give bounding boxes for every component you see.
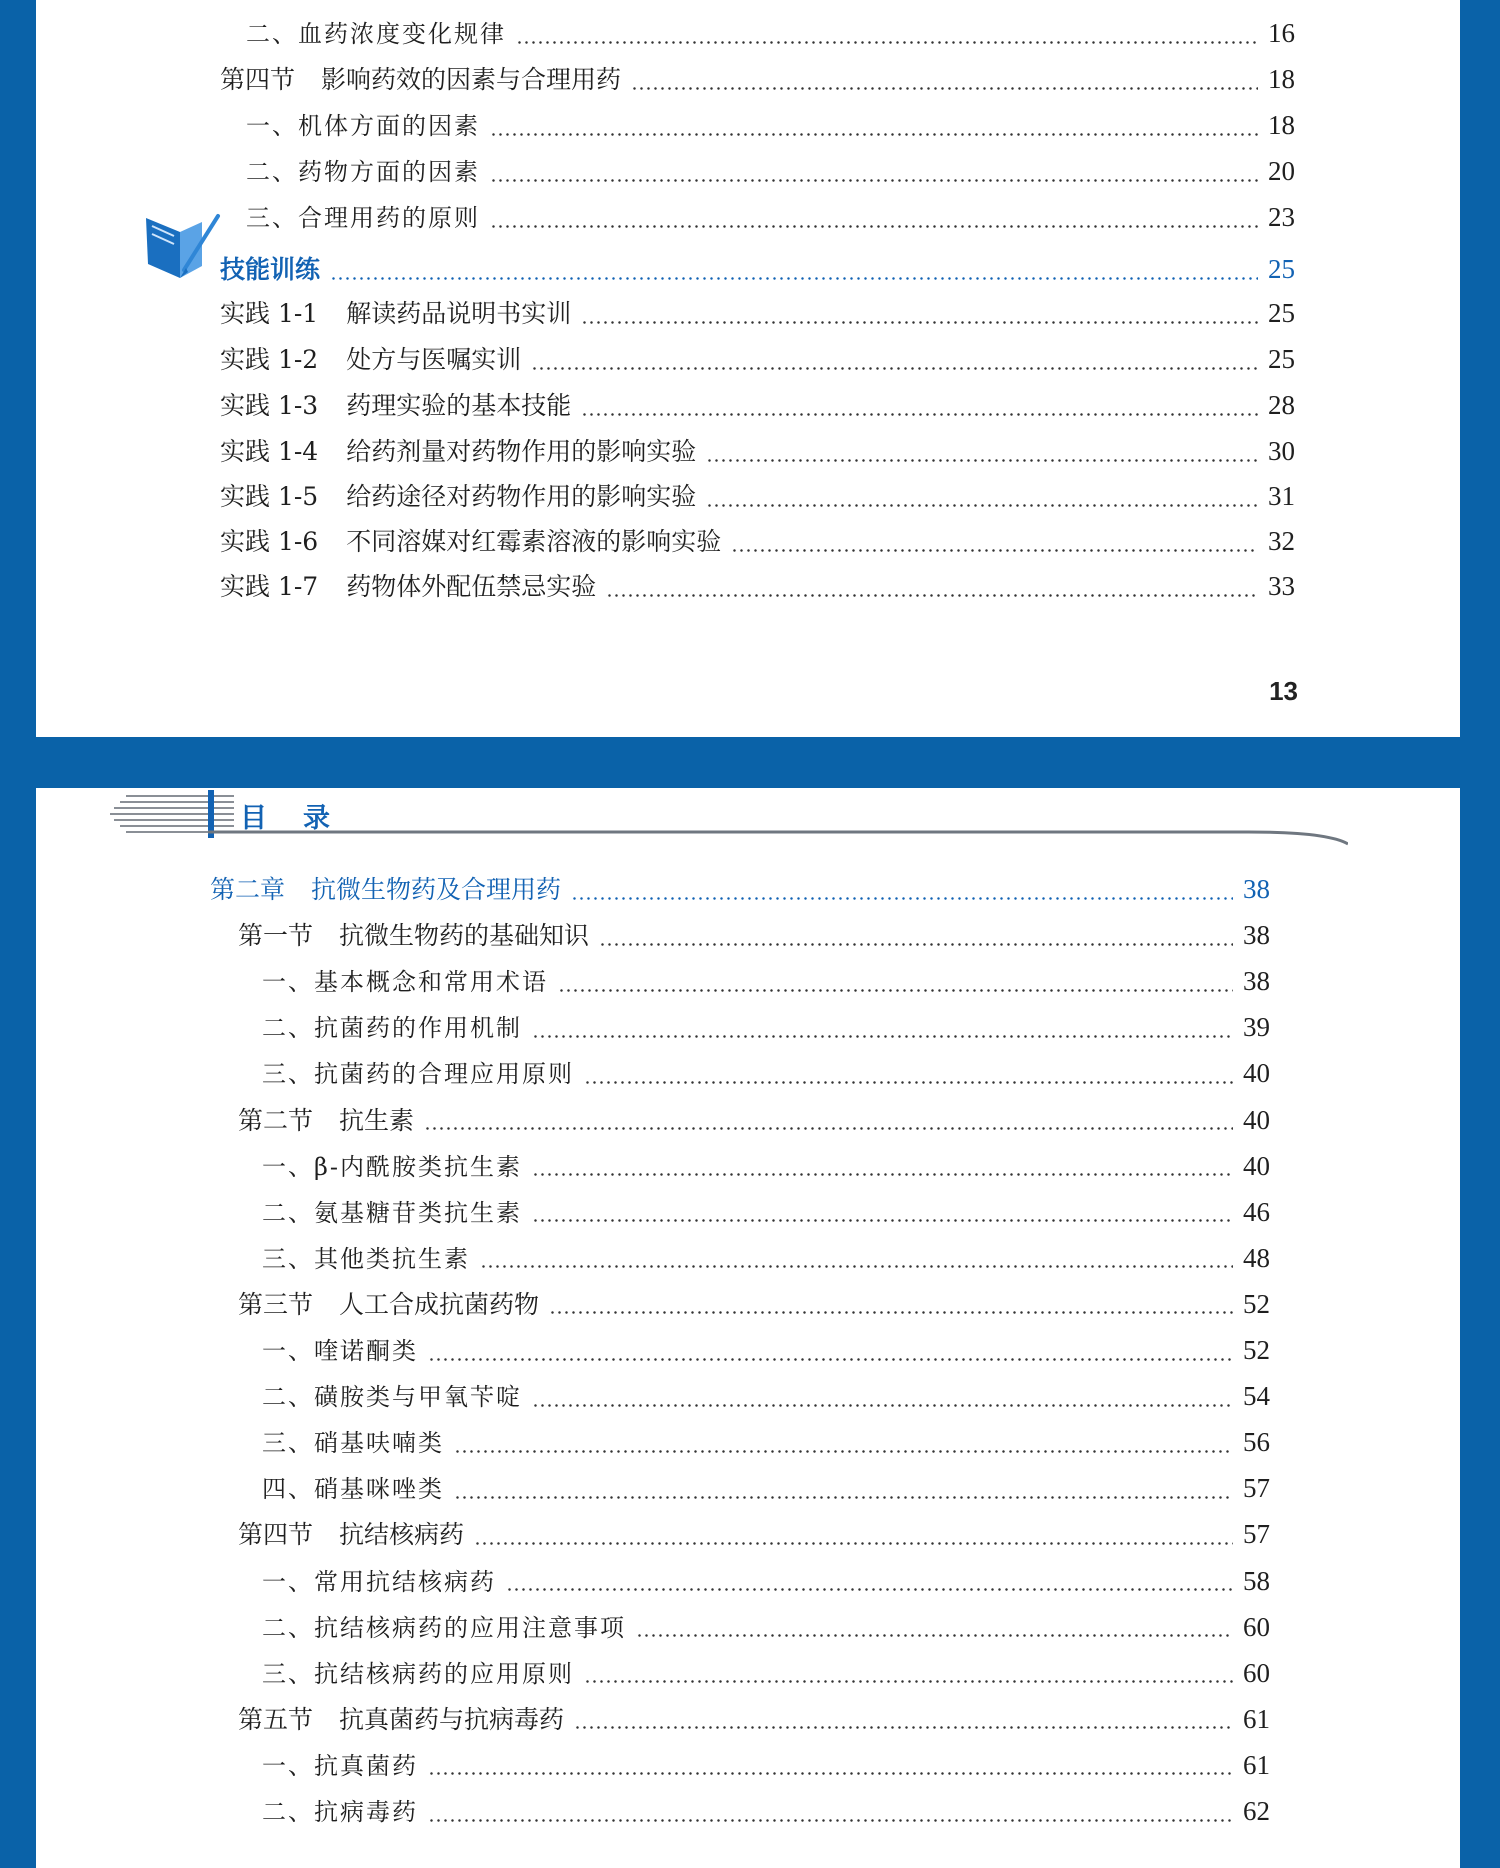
toc-entry-item: [210, 1239, 1270, 1285]
toc-entry-item: [210, 1147, 1270, 1193]
toc-entry-page: 48: [1243, 1242, 1270, 1273]
toc-entry-title: 第一节: [238, 921, 314, 951]
toc-entry-title: 二、药物方面的因素: [246, 158, 480, 186]
toc-entry-title: 第五节: [238, 1704, 314, 1734]
toc-entry-title: 实践 1-6: [220, 527, 319, 556]
toc-entry-subtitle: 不同溶媒对红霉素溶液的影响实验: [346, 527, 722, 556]
toc-entry-item: [210, 1054, 1270, 1100]
toc-entry-subtitle: 给药途径对药物作用的影响实验: [346, 482, 697, 511]
toc-entry-subtitle: 抗微生物药及合理用药: [311, 875, 562, 904]
toc-entry-page: 25: [1268, 298, 1295, 328]
dot-leader: [581, 413, 1258, 416]
toc-entry-page: 32: [1268, 526, 1295, 556]
toc-entry-page: 61: [1243, 1749, 1270, 1780]
toc-entry-title: 三、硝基呋喃类: [262, 1429, 444, 1458]
toc-entry-practice: [220, 432, 1295, 478]
toc-entry-title: 技能训练: [220, 255, 321, 284]
toc-entry-page: 57: [1243, 1519, 1270, 1550]
toc-entry-title: 三、抗结核病药的应用原则: [262, 1659, 574, 1688]
toc-entry-title: 一、常用抗结核病药: [262, 1567, 496, 1596]
dot-leader: [428, 1772, 1233, 1775]
toc-entry-title: 实践 1-2: [220, 345, 319, 374]
toc-entry-page: 61: [1243, 1703, 1270, 1734]
dot-leader: [428, 1358, 1233, 1361]
dot-leader: [532, 1404, 1233, 1407]
toc-entry-skill: [220, 250, 1295, 296]
toc-entry-page: 52: [1243, 1288, 1270, 1319]
toc-entry-title: 实践 1-5: [220, 482, 319, 511]
dot-leader: [532, 1173, 1233, 1176]
toc-heading: 目录: [240, 803, 366, 834]
dot-leader: [531, 367, 1258, 370]
toc-entry-title: 三、抗菌药的合理应用原则: [262, 1060, 574, 1089]
toc-entry-subtitle: 药物体外配伍禁忌实验: [346, 572, 597, 601]
toc-entry-practice: [220, 294, 1295, 340]
toc-entry-title: 实践 1-3: [220, 391, 319, 420]
dot-leader: [474, 1542, 1233, 1545]
toc-entry-item: [210, 1654, 1270, 1700]
dot-leader: [480, 1265, 1233, 1268]
dot-leader: [631, 87, 1258, 90]
toc-entry-page: 30: [1268, 436, 1295, 466]
toc-entry-page: 38: [1243, 920, 1270, 951]
toc-entry-subtitle: 处方与医嘱实训: [346, 345, 522, 374]
toc-entry-section: [210, 1101, 1270, 1147]
toc-entry-subtitle: 抗微生物药的基础知识: [339, 921, 590, 951]
dot-leader: [574, 1726, 1233, 1729]
toc-entry-page: 60: [1243, 1611, 1270, 1642]
toc-entry-page: 28: [1268, 390, 1295, 420]
dot-leader: [706, 504, 1258, 507]
toc-entry-subtitle: 药理实验的基本技能: [346, 391, 572, 420]
toc-page-2: [36, 788, 1460, 1868]
dot-leader: [330, 277, 1258, 280]
toc-entry-page: 20: [1268, 156, 1295, 186]
toc-entry-page: 60: [1243, 1657, 1270, 1688]
toc-entry-practice: [220, 477, 1295, 523]
toc-entry-title: 一、抗真菌药: [262, 1751, 418, 1780]
book-pen-icon: [140, 208, 222, 286]
toc-entry-title: 二、氨基糖苷类抗生素: [262, 1198, 522, 1227]
toc-entry-item: [210, 1562, 1270, 1608]
toc-entry-page: 39: [1243, 1012, 1270, 1043]
toc-entry-page: 18: [1268, 64, 1295, 94]
toc-entry-title: 实践 1-1: [220, 299, 319, 328]
toc-entry-practice: [220, 386, 1295, 432]
toc-entry-page: 25: [1268, 344, 1295, 374]
toc-entry-item: [210, 1792, 1270, 1838]
toc-entry-title: 二、抗结核病药的应用注意事项: [262, 1613, 626, 1642]
dot-leader: [706, 459, 1258, 462]
toc-entry-section: [210, 1515, 1270, 1561]
toc-entry-title: 二、抗病毒药: [262, 1798, 418, 1826]
toc-entry-section: [210, 916, 1270, 962]
dot-leader: [490, 133, 1258, 136]
toc-entry-practice: [220, 522, 1295, 568]
toc-entry-title: 二、抗菌药的作用机制: [262, 1014, 522, 1043]
toc-entry-subtitle: 影响药效的因素与合理用药: [321, 65, 622, 94]
dot-leader: [558, 989, 1233, 992]
toc-entry-item: [210, 1608, 1270, 1654]
toc-entry-subtitle: 给药剂量对药物作用的影响实验: [346, 437, 697, 466]
dot-leader: [532, 1035, 1233, 1038]
toc-entry-title: 实践 1-7: [220, 572, 319, 601]
toc-entry-practice: [220, 340, 1295, 386]
toc-entry-page: 40: [1243, 1150, 1270, 1181]
dot-leader: [424, 1127, 1233, 1130]
toc-entry-page: 56: [1243, 1427, 1270, 1458]
dot-leader: [599, 943, 1233, 946]
toc-entry-title: 第二章: [210, 875, 286, 904]
toc-entry-item: [210, 1008, 1270, 1054]
toc-entry-section: [220, 60, 1295, 106]
toc-entry-title: 三、合理用药的原则: [246, 204, 480, 232]
toc-entry-title: 一、机体方面的因素: [246, 112, 480, 140]
toc-entry-page: 58: [1243, 1565, 1270, 1596]
toc-entry-page: 40: [1243, 1058, 1270, 1089]
toc-entry-page: 33: [1268, 571, 1295, 601]
toc-entry-title: 四、硝基咪唑类: [262, 1475, 444, 1504]
toc-entry-subtitle: 抗生素: [339, 1105, 415, 1135]
dot-leader: [516, 41, 1258, 44]
toc-entry-page: 23: [1268, 202, 1295, 232]
toc-entry-item: [210, 962, 1270, 1008]
dot-leader: [636, 1634, 1233, 1637]
toc-entry-item: [210, 1423, 1270, 1469]
toc-entry-page: 38: [1243, 874, 1270, 904]
toc-page-13: [36, 0, 1460, 737]
toc-entry-page: 57: [1243, 1473, 1270, 1504]
dot-leader: [581, 321, 1258, 324]
toc-entry-title: 二、血药浓度变化规律: [246, 20, 506, 48]
toc-entry-title: 三、其他类抗生素: [262, 1244, 470, 1273]
dot-leader: [490, 225, 1258, 228]
toc-entry-subtitle: 抗结核病药: [339, 1520, 465, 1550]
dot-leader: [584, 1081, 1233, 1084]
toc-entry-page: 62: [1243, 1796, 1270, 1826]
toc-entry-practice: [220, 567, 1295, 613]
toc-entry-subtitle: 抗真菌药与抗病毒药: [339, 1704, 565, 1734]
toc-entry-title: 一、β-内酰胺类抗生素: [262, 1152, 522, 1181]
dot-leader: [571, 897, 1233, 900]
toc-entry-item: [210, 1746, 1270, 1792]
toc-entry-page: 38: [1243, 966, 1270, 997]
dot-leader: [584, 1680, 1233, 1683]
toc-entry-chapter: [210, 870, 1270, 916]
toc-entry-subtitle: 解读药品说明书实训: [346, 299, 572, 328]
toc-entry-section: [210, 1700, 1270, 1746]
dot-leader: [454, 1496, 1233, 1499]
toc-entry-item: [220, 106, 1295, 152]
toc-entry-title: 第三节: [238, 1289, 314, 1319]
toc-entry-item: [220, 14, 1295, 60]
toc-entry-subtitle: 人工合成抗菌药物: [339, 1289, 540, 1319]
dot-leader: [549, 1311, 1233, 1314]
toc-entry-page: 25: [1268, 254, 1295, 284]
dot-leader: [454, 1450, 1233, 1453]
toc-entry-item: [210, 1193, 1270, 1239]
toc-entry-title: 一、基本概念和常用术语: [262, 968, 548, 997]
toc-entry-page: 16: [1268, 18, 1295, 48]
dot-leader: [606, 594, 1258, 597]
toc-entry-page: 52: [1243, 1335, 1270, 1365]
dot-leader: [490, 179, 1258, 182]
toc-entry-item: [220, 152, 1295, 198]
dot-leader: [506, 1588, 1233, 1591]
toc-entry-section: [210, 1285, 1270, 1331]
toc-entry-item: [220, 198, 1295, 244]
toc-entry-title: 第四节: [238, 1520, 314, 1550]
toc-entry-item: [210, 1331, 1270, 1377]
toc-entry-item: [210, 1377, 1270, 1423]
toc-entry-title: 一、喹诺酮类: [262, 1337, 418, 1365]
toc-entry-page: 40: [1243, 1104, 1270, 1135]
dot-leader: [428, 1819, 1233, 1822]
page-number: 13: [1269, 676, 1298, 706]
toc-entry-title: 实践 1-4: [220, 437, 319, 466]
dot-leader: [532, 1219, 1233, 1222]
toc-entry-page: 46: [1243, 1196, 1270, 1227]
toc-entry-page: 18: [1268, 110, 1295, 140]
toc-entry-title: 二、磺胺类与甲氧苄啶: [262, 1383, 522, 1412]
dot-leader: [731, 549, 1258, 552]
toc-entry-title: 第二节: [238, 1105, 314, 1135]
toc-entry-page: 31: [1268, 481, 1295, 511]
toc-entry-page: 54: [1243, 1381, 1270, 1412]
toc-entry-item: [210, 1469, 1270, 1515]
header-underline: [208, 828, 1348, 858]
toc-entry-title: 第四节: [220, 65, 296, 94]
